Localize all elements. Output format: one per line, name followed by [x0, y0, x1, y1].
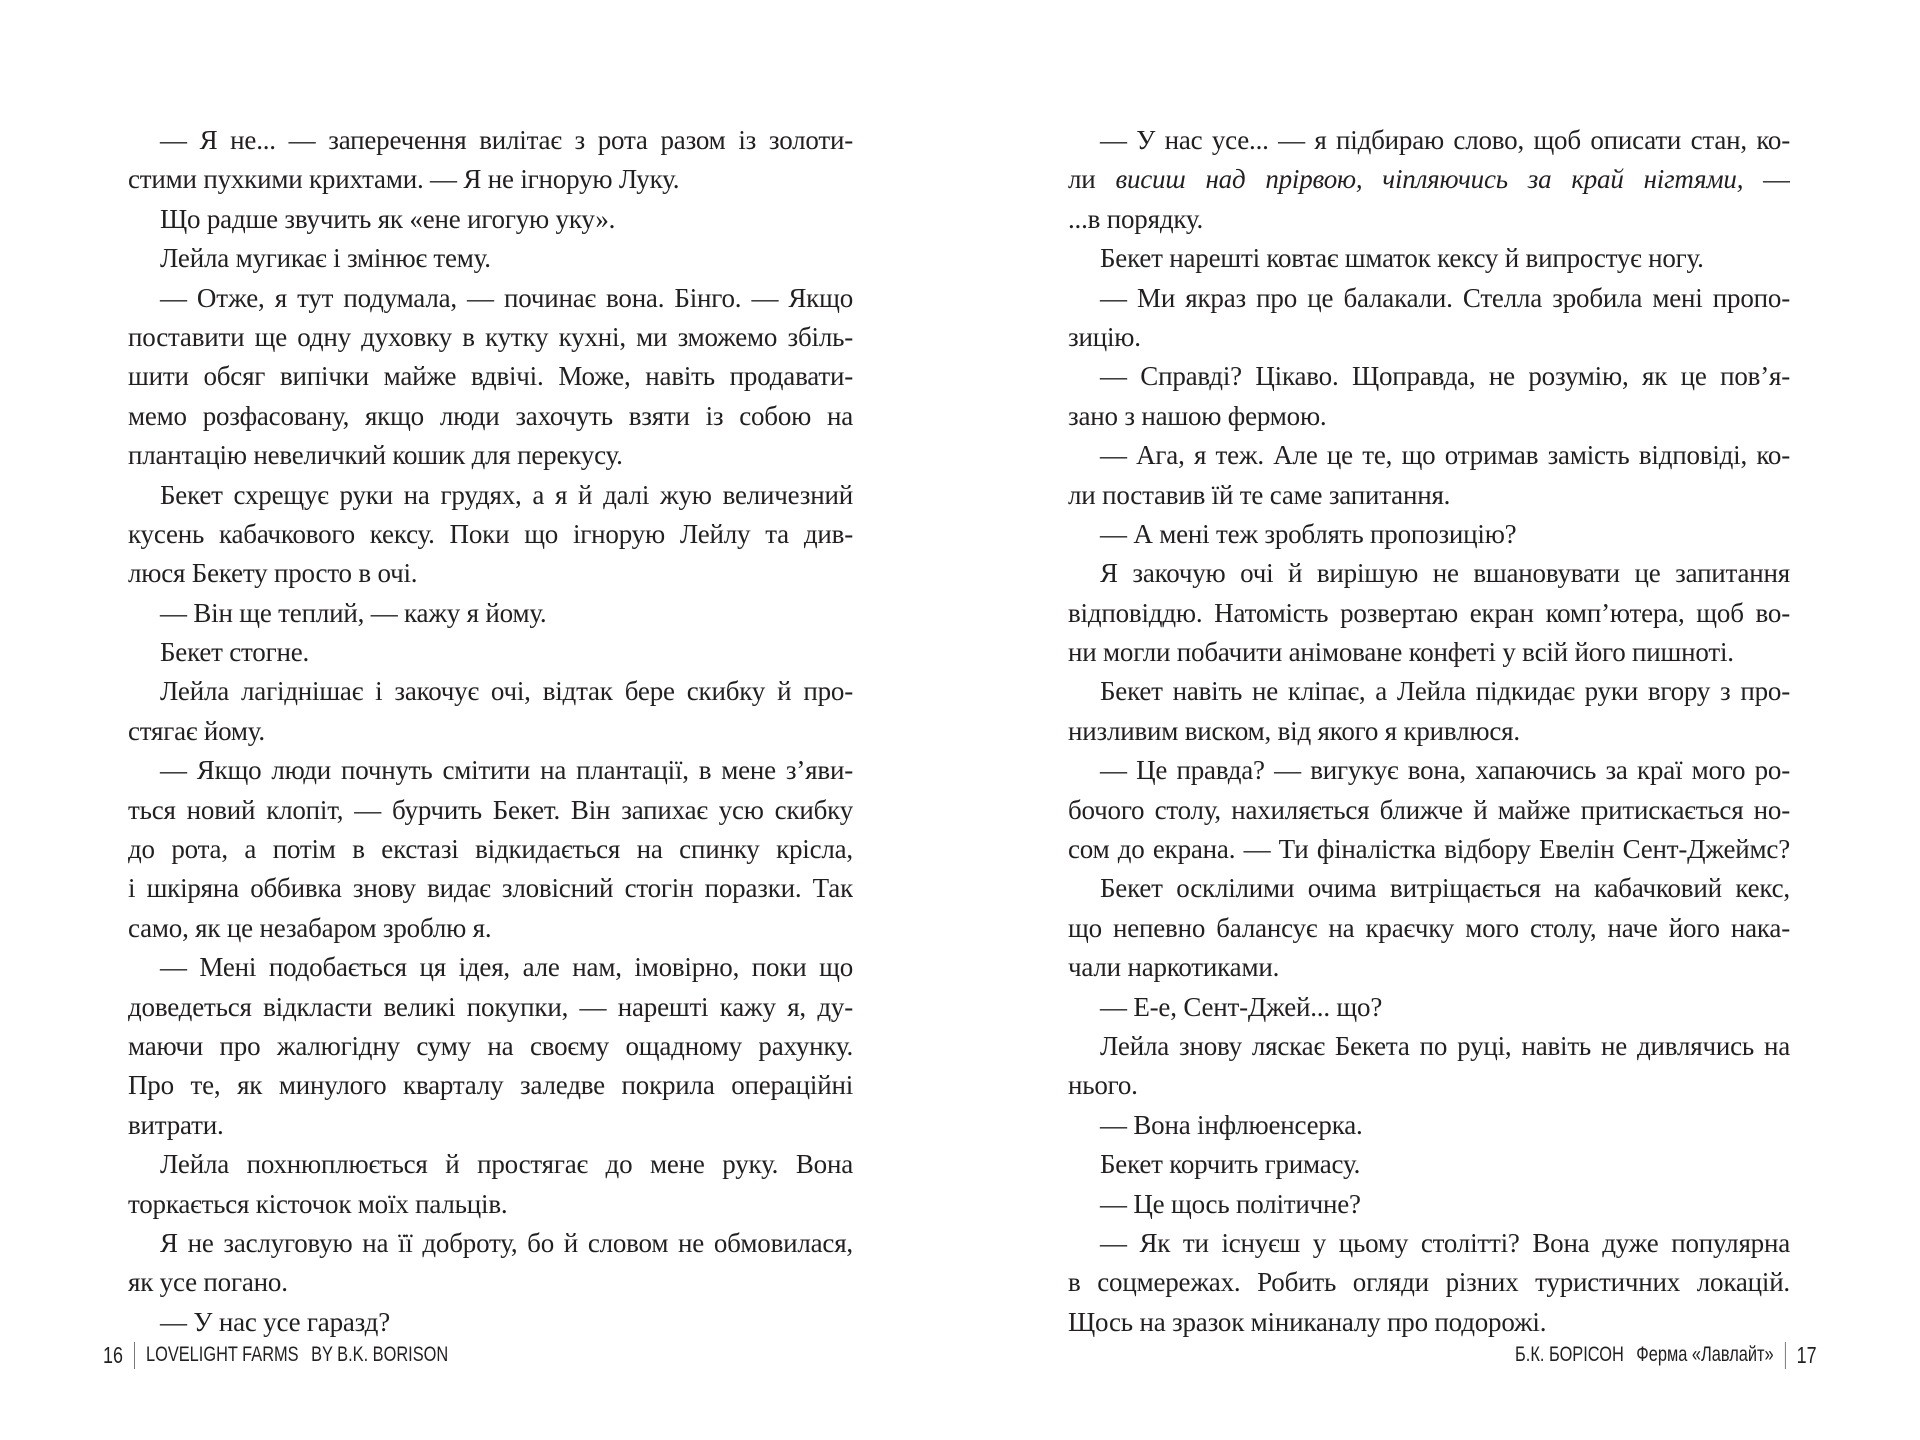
text-line: кусень кабачкового кексу. Поки що ігнорую Лейлу та див- — [128, 518, 853, 549]
text-line: ...в порядку. — [1068, 203, 1204, 234]
text-line: як усе погано. — [128, 1267, 288, 1298]
text-line: Лейла лагіднішає і закочує очі, відтак бере скибку й про- — [160, 676, 853, 707]
text-line: стими пухкими крихтами. — Я не ігнорую Луку. — [128, 164, 680, 195]
text-line: чали наркотиками. — [1068, 952, 1280, 983]
text-line: — Він ще теплий, — кажу я йому. — [160, 597, 547, 628]
text-line: само, як це незабаром зроблю я. — [128, 912, 492, 943]
text-line: що непевно балансує на краєчку мого столу, наче його нака- — [1068, 912, 1790, 943]
footer-divider — [1785, 1342, 1786, 1369]
text-line: нього. — [1068, 1070, 1138, 1101]
text-line: в соцмережах. Робить огляди різних туристичних локацій. — [1068, 1267, 1790, 1298]
text-line: ли поставив їй те саме запитання. — [1068, 479, 1451, 510]
text-line: стягає йому. — [128, 715, 265, 746]
text-line: — Це правда? — вигукує вона, хапаючись за краї мого ро- — [1100, 755, 1790, 786]
text-line: Бекет осклілими очима витріщається на кабачковий кекс, — [1100, 873, 1790, 904]
text-line: Лейла похнюплюється й простягає до мене руку. Вона — [160, 1149, 853, 1180]
text-line: — Мені подобається ця ідея, але нам, імовірно, поки що — [160, 952, 853, 983]
text-line: Лейла знову ляскає Бекета по руці, навіть не дивлячись на — [1100, 1030, 1790, 1061]
text-line: торкається кісточок моїх пальців. — [128, 1188, 508, 1219]
text-line: Щось на зразок міниканалу про подорожі. — [1068, 1306, 1547, 1337]
text-line: Що радше звучить як «ене игогую уку». — [160, 203, 616, 234]
page-number: 16 — [103, 1342, 123, 1368]
running-head-title: Ферма «Лавлайт» — [1636, 1343, 1775, 1366]
text-line: Я закочую очі й вирішую не вшановувати це запитання — [1100, 558, 1790, 589]
text-line: сом до екрана. — Ти фіналістка відбору Евелін Сент-Джеймс? — [1068, 834, 1790, 865]
text-line: — Отже, я тут подумала, — починає вона. Бінго. — Якщо — [160, 282, 853, 313]
text-line: — У нас усе... — я підбираю слово, щоб описати стан, ко- — [1100, 125, 1790, 155]
text-line: — А мені теж зроблять пропозицію? — [1100, 518, 1517, 549]
text-line: маючи про жалюгідну суму на своєму ощадному рахунку. — [128, 1030, 853, 1061]
text-line: Про те, як минулого кварталу заледве покрила операційні — [128, 1070, 853, 1101]
text-line: Бекет корчить гримасу. — [1100, 1149, 1361, 1180]
text-line: — Це щось політичне? — [1100, 1188, 1361, 1219]
text-line: відповіддю. Натомість розвертаю екран комп’ютера, щоб во- — [1068, 597, 1790, 628]
running-head-author: BY B.K. BORISON — [311, 1343, 449, 1366]
text-line: — Вона інфлюенсерка. — [1100, 1109, 1363, 1140]
text-line: — У нас усе гаразд? — [160, 1306, 390, 1337]
footer-divider — [134, 1342, 135, 1369]
text-line: ни могли побачити анімоване конфеті у всій його пишноті. — [1068, 637, 1734, 668]
text-line: — Як ти існуєш у цьому столітті? Вона дуже популярна — [1100, 1227, 1790, 1258]
text-line: Бекет схрещує руки на грудях, а я й далі жую величезний — [160, 479, 853, 510]
text-line: шити обсяг випічки майже вдвічі. Може, навіть продавати- — [128, 361, 853, 392]
text-line: зано з нашою фермою. — [1068, 400, 1327, 431]
text-line: — Е-е, Сент-Джей... що? — [1100, 991, 1383, 1022]
running-head-author: Б.К. БОРІСОН — [1515, 1343, 1625, 1366]
text-line: Бекет стогне. — [160, 637, 310, 668]
page-number: 17 — [1797, 1342, 1817, 1368]
text-line: — Ага, я теж. Але це те, що отримав замість відповіді, ко- — [1100, 440, 1790, 471]
text-line: поставити ще одну духовку в кутку кухні, ми зможемо збіль- — [128, 321, 853, 352]
text-line: Бекет навіть не кліпає, а Лейла підкидає руки вгору з про- — [1100, 676, 1790, 707]
text-line: — Я не... — заперечення вилітає з рота разом із золоти- — [160, 125, 853, 155]
left-page-body — [128, 121, 853, 1342]
text-line: і шкіряна оббивка знову видає зловісний стогін поразки. Так — [128, 873, 853, 904]
right-page-body — [1068, 121, 1790, 1342]
running-head-title: LOVELIGHT FARMS — [145, 1343, 299, 1366]
italic-text: висиш над прірвою, чіпляючись за край нігтями, — [1115, 164, 1744, 195]
text-line: зицію. — [1068, 321, 1141, 352]
text-line: плантацію невеличкий кошик для перекусу. — [128, 440, 623, 471]
text-line: ться новий клопіт, — бурчить Бекет. Він запихає усю скибку — [128, 794, 853, 825]
text-line: люся Бекету просто в очі. — [128, 558, 418, 589]
text-line: Я не заслуговую на її доброту, бо й словом не обмовилася, — [160, 1227, 853, 1258]
text-line: доведеться відкласти великі покупки, — нарешті кажу я, ду- — [128, 991, 853, 1022]
right-page — [960, 0, 1920, 1440]
text-line: низливим виском, від якого я кривлюся. — [1068, 715, 1520, 746]
text-line: Бекет нарешті ковтає шматок кексу й випростує ногу. — [1100, 243, 1704, 274]
text-line: бочого столу, нахиляється ближче й майже притискається но- — [1068, 794, 1790, 825]
text-line: — Ми якраз про це балакали. Стелла зробила мені пропо- — [1100, 282, 1790, 313]
text-line: до рота, а потім в екстазі відкидається на спинку крісла, — [128, 834, 853, 865]
text-line: Лейла мугикає і змінює тему. — [160, 243, 491, 274]
text-line: мемо розфасовану, якщо люди захочуть взяти із собою на — [128, 400, 853, 431]
text-line: витрати. — [128, 1109, 224, 1140]
text-line: — Якщо люди почнуть смітити на плантації, в мене з’яви- — [160, 755, 853, 786]
text-line: — Справді? Цікаво. Щоправда, не розумію, як це пов’я- — [1100, 361, 1790, 392]
text-line: ли висиш над прірвою, чіпляючись за край нігтями, — — [1068, 164, 1790, 195]
left-page-footer — [103, 1340, 448, 1370]
right-page-footer — [1515, 1340, 1817, 1370]
